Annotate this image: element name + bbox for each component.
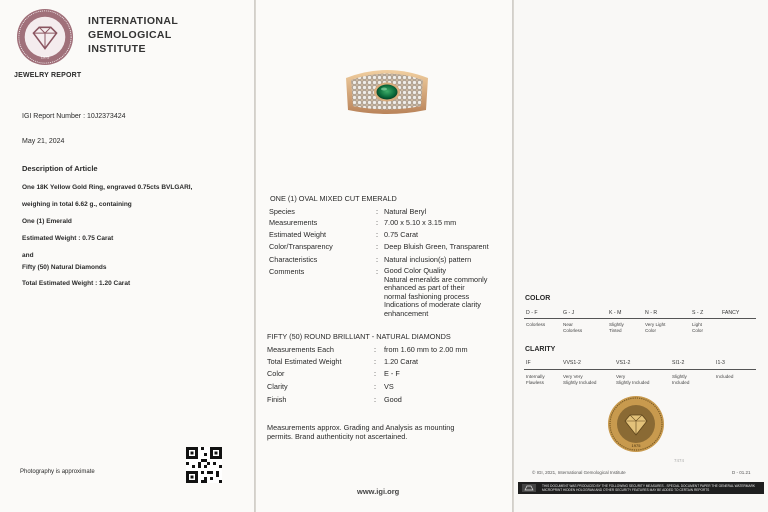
description-line: Total Estimated Weight : 1.20 Carat [22,280,131,287]
diamond-label: Total Estimated Weight [267,357,342,366]
emerald-value: 0.75 Carat [384,230,419,239]
clarity-description: Very Very Slightly Included [563,374,597,385]
comments-label: Comments [269,267,305,276]
emerald-colon: : [376,267,379,276]
pencil-mark: 7474 [674,458,685,463]
report-panel-middle [256,0,513,512]
diamond-label: Finish [267,395,287,404]
clarity-grade: VS1-2 [616,360,631,366]
diamond-label: Clarity [267,382,288,391]
color-grade: FANCY [722,310,740,316]
grading-note: Measurements approx. Grading and Analysis as mounting permits. Brand authenticity not ascertained. [267,423,455,441]
clarity-grade: I1-3 [716,360,725,366]
description-line: One (1) Emerald [22,218,72,225]
report-panel-right [514,0,768,512]
emerald-label: Color/Transparency [269,242,333,251]
svg-text:1975: 1975 [40,55,50,60]
clarity-scale-line [524,369,756,370]
emerald-label: Measurements [269,218,318,227]
color-scale-line [524,318,756,319]
emerald-colon: : [376,255,379,264]
security-bar [518,482,764,494]
form-code: D - 01.21 [732,470,751,475]
security-note: THIS DOCUMENT WAS PRODUCED BY THE FOLLOWING SECURITY MEASURES - SPECIAL DOCUMENT PAPER THE GENERAL WATERMARK MICROPRINT HIDDEN HOLOGRAM AND OTHER SECURITY FEATURES MAY BE ADDED TO CERTAIN REPORTS [542,484,755,492]
ring-photo [342,60,432,120]
diamond-colon: : [374,382,377,391]
color-description: Very Light Color [645,322,666,333]
diamond-colon: : [374,357,377,366]
diamond-colon: : [374,345,377,354]
diamond-label: Color [267,369,285,378]
description-line: Estimated Weight : 0.75 Carat [22,235,114,242]
diamond-value: Good [384,395,402,404]
clarity-description: Slightly Included [672,374,690,385]
clarity-description: Internally Flawless [526,374,545,385]
color-description: Colorless [526,322,546,327]
emerald-heading: ONE (1) OVAL MIXED CUT EMERALD [270,194,397,203]
emerald-value: Deep Bluish Green, Transparent [384,242,489,251]
description-line: Fifty (50) Natural Diamonds [22,264,107,271]
emerald-value: Natural Beryl [384,207,427,216]
color-scale-title: COLOR [525,295,551,302]
diamond-value: VS [384,382,394,391]
diamond-label: Measurements Each [267,345,334,354]
emerald-label: Characteristics [269,255,318,264]
color-description: Light Color [692,322,703,333]
report-number: IGI Report Number : 10J2373424 [22,113,126,120]
report-date: May 21, 2024 [22,138,65,145]
color-description: Slightly Tinted [609,322,624,333]
clarity-grade: VVS1-2 [563,360,581,366]
description-line: One 18K Yellow Gold Ring, engraved 0.75cts BVLGARI, [22,184,193,191]
description-line: weighing in total 6.62 g., containing [22,201,132,208]
diamond-value: E - F [384,369,400,378]
copyright: © IGI, 2021, International Gemological Institute [532,470,626,475]
diamond-value: 1.20 Carat [384,357,419,366]
clarity-description: Very Slightly Included [616,374,650,385]
institute-name: INTERNATIONAL GEMOLOGICAL INSTITUTE [88,15,179,55]
clarity-grade: IF [526,360,531,366]
igi-seal-logo [16,8,74,66]
emerald-colon: : [376,218,379,227]
color-grade: S - Z [692,310,704,316]
report-panel-left [0,0,255,512]
emerald-label: Species [269,207,295,216]
diamond-colon: : [374,369,377,378]
emerald-colon: : [376,207,379,216]
description-heading: Description of Article [22,164,98,173]
website-link[interactable]: www.igi.org [357,487,400,496]
diamonds-heading: FIFTY (50) ROUND BRILLIANT - NATURAL DIAMONDS [267,332,451,341]
color-grade: N - R [645,310,658,316]
clarity-scale-title: CLARITY [525,346,556,353]
color-grade: D - F [526,310,538,316]
color-grade: K - M [609,310,622,316]
qr-code[interactable] [186,447,222,483]
comments-value: Good Color Quality Natural emeralds are commonly enhanced as part of their normal fashioning process Indications of moderate clarity enhancement [384,266,488,318]
security-icon [522,484,536,492]
description-line: and [22,252,34,259]
emerald-colon: : [376,230,379,239]
gold-seal-stamp [606,394,666,454]
color-description: Near Colorless [563,322,583,333]
emerald-label: Estimated Weight [269,230,327,239]
svg-text:1975: 1975 [631,443,641,448]
clarity-grade: SI1-2 [672,360,685,366]
emerald-value: Natural inclusion(s) pattern [384,255,472,264]
color-grade: G - J [563,310,575,316]
report-type: JEWELRY REPORT [14,72,82,79]
clarity-description: Included [716,374,734,379]
emerald-value: 7.00 x 5.10 x 3.15 mm [384,218,457,227]
diamond-value: from 1.60 mm to 2.00 mm [384,345,468,354]
emerald-colon: : [376,242,379,251]
photo-note: Photography is approximate [20,469,95,475]
diamond-colon: : [374,395,377,404]
